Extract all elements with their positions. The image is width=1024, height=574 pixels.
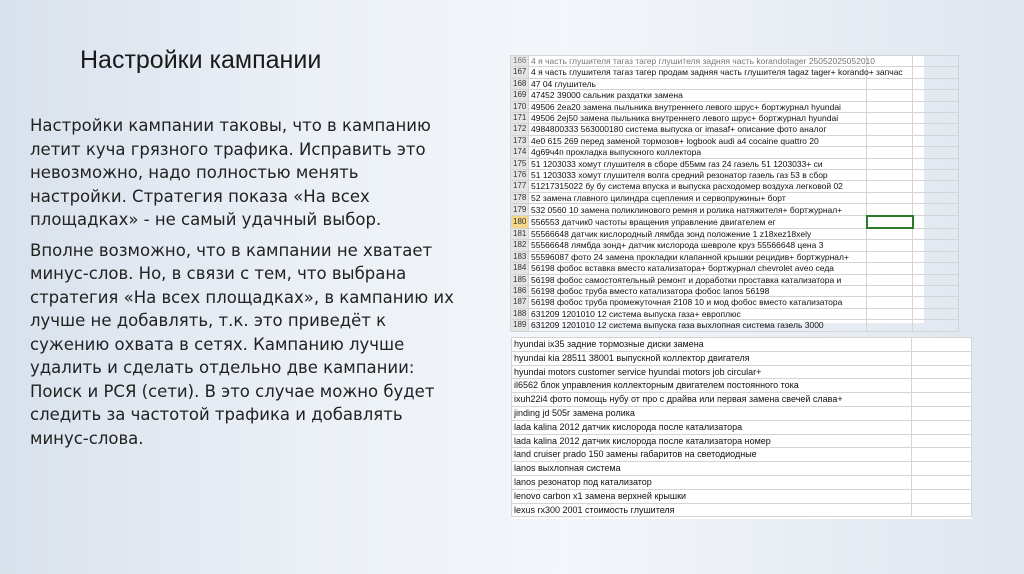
- empty-cell: [867, 286, 913, 297]
- keyword-cell: 532 0560 10 замена поликлинового ремня и ролика натяжителя+ бортжурнал+: [529, 204, 867, 216]
- paragraph-1: Настройки кампании таковы, что в кампанию летит куча грязного трафика. Исправить это невозможно, надо полностью менять настройки. Стратегия показа «На всех площадках» - не самый удачный выбор.: [30, 116, 431, 229]
- empty-cell: [913, 78, 959, 89]
- table-row: [511, 274, 959, 285]
- empty-cell: [912, 434, 972, 448]
- keyword-cell: lanos резонатор под катализатор: [512, 475, 912, 489]
- empty-cell: [867, 216, 913, 228]
- table-row: [511, 170, 959, 181]
- keyword-cell: 4е0 615 269 перед заменой тормозов+ logbook audi а4 cocaine quattro 20: [529, 135, 867, 146]
- empty-cell: [912, 379, 972, 393]
- empty-cell: [867, 274, 913, 285]
- keyword-cell: 56198 фобос самостоятельный ремонт и доработки проставка катализатора и: [529, 274, 867, 285]
- empty-cell: [912, 406, 972, 420]
- table-row: [512, 393, 972, 407]
- table-row: [511, 251, 959, 262]
- row-number: 185: [511, 274, 529, 285]
- keyword-cell: 631209 1201010 12 система выпуска газа+ европлюс: [529, 308, 867, 319]
- keyword-cell: 55566648 лямбда зонд+ датчик кислорода шевроле круз 55566648 цена 3: [529, 240, 867, 251]
- table-row: [511, 78, 959, 89]
- keyword-cell: 55566648 датчик кислородный лямбда зонд положение 1 z18xez18xely: [529, 228, 867, 240]
- keyword-cell: lexus rx300 2001 стоимость глушителя: [512, 503, 912, 517]
- row-number: 181: [511, 228, 529, 240]
- empty-cell: [913, 297, 959, 308]
- empty-cell: [913, 67, 959, 78]
- row-number: 178: [511, 192, 529, 203]
- keyword-cell: lada kalina 2012 датчик кислорода после катализатора: [512, 420, 912, 434]
- row-number: 187: [511, 297, 529, 308]
- empty-cell: [913, 216, 959, 228]
- row-number: 174: [511, 147, 529, 158]
- empty-cell: [913, 308, 959, 319]
- table-row: [512, 406, 972, 420]
- row-number: 167: [511, 67, 529, 78]
- empty-cell: [867, 135, 913, 146]
- row-number: 177: [511, 181, 529, 192]
- empty-cell: [867, 147, 913, 158]
- empty-cell: [867, 90, 913, 101]
- empty-cell: [913, 251, 959, 262]
- table-row: [511, 67, 959, 78]
- table-row: [511, 101, 959, 112]
- empty-cell: [867, 124, 913, 135]
- row-number: 182: [511, 240, 529, 251]
- slide-body: [30, 114, 460, 457]
- table-row: [512, 503, 972, 517]
- row-number: 175: [511, 158, 529, 169]
- keyword-cell: 4g69ч4п прокладка выпускного коллектора: [529, 147, 867, 158]
- empty-cell: [913, 263, 959, 274]
- keyword-cell: il6562 блок управления коллекторным двигателем постоянного тока: [512, 379, 912, 393]
- keyword-cell: 631209 1201010 12 система выпуска газа выхлопная система газель 3000: [529, 320, 867, 331]
- keyword-cell: 556553 датчик0 частоты вращения управление двигателем ег: [529, 216, 867, 228]
- row-number: 179: [511, 204, 529, 216]
- empty-cell: [913, 228, 959, 240]
- empty-cell: [913, 286, 959, 297]
- table-row: [511, 216, 959, 228]
- keyword-cell: 4 я часть глушителя тагаз тагер продам задняя часть глушителя tagaz tager+ korando+ запчас: [529, 67, 867, 78]
- empty-cell: [912, 420, 972, 434]
- row-number: 188: [511, 308, 529, 319]
- table-row: [511, 240, 959, 251]
- keyword-cell: 56198 фобос труба вместо катализатора фобос lanos 56198: [529, 286, 867, 297]
- spreadsheet-2-table: [511, 337, 972, 517]
- empty-cell: [867, 101, 913, 112]
- keyword-cell: 51 1203033 хомут глушителя волга средний резонатор газель газ 53 в сбор: [529, 170, 867, 181]
- table-row: [512, 448, 972, 462]
- keyword-cell: 49506 2еj50 замена пыльника внутреннего левого шрус+ бортжурнал hyundai: [529, 113, 867, 124]
- table-row: [511, 158, 959, 169]
- table-row: [511, 320, 959, 331]
- keyword-cell: 47452 39000 сальник раздатки замена: [529, 90, 867, 101]
- row-number: 166: [511, 56, 529, 67]
- empty-cell: [867, 204, 913, 216]
- row-number: 176: [511, 170, 529, 181]
- empty-cell: [913, 274, 959, 285]
- table-row: [511, 192, 959, 203]
- table-row: [511, 228, 959, 240]
- empty-cell: [912, 503, 972, 517]
- table-row: [511, 113, 959, 124]
- empty-cell: [912, 393, 972, 407]
- table-row: [511, 147, 959, 158]
- empty-cell: [913, 181, 959, 192]
- keyword-cell: 52 замена главного цилиндра сцепления и сервопружины+ борт: [529, 192, 867, 203]
- keyword-cell: land cruiser prado 150 замены габаритов на светодиодные: [512, 448, 912, 462]
- table-row: [511, 56, 959, 67]
- row-number: 169: [511, 90, 529, 101]
- row-number: 184: [511, 263, 529, 274]
- empty-cell: [913, 135, 959, 146]
- empty-cell: [912, 489, 972, 503]
- empty-cell: [913, 90, 959, 101]
- keyword-cell: 51217315022 бу бу система впуска и выпуска расходомер воздуха легковой 02: [529, 181, 867, 192]
- keyword-cell: 4 я часть глушителя тагаз тагер глушителя задняя часть korandotager 25052025052010: [529, 56, 867, 67]
- keyword-cell: ixuh22i4 фото помощь нубу от про с драйва или первая замена свечей слава+: [512, 393, 912, 407]
- keyword-cell: 51 1203033 хомут глушителя в сборе d55мм газ 24 газель 51 1203033+ си: [529, 158, 867, 169]
- table-row: [512, 338, 972, 352]
- keyword-cell: 49506 2еа20 замена пыльника внутреннего левого шрус+ бортжурнал hyundai: [529, 101, 867, 112]
- empty-cell: [912, 338, 972, 352]
- table-row: [511, 135, 959, 146]
- table-row: [512, 379, 972, 393]
- empty-cell: [867, 181, 913, 192]
- table-row: [511, 263, 959, 274]
- spreadsheet-1-table: [510, 55, 959, 332]
- table-row: [512, 365, 972, 379]
- row-number: 172: [511, 124, 529, 135]
- empty-cell: [912, 475, 972, 489]
- empty-cell: [867, 263, 913, 274]
- table-row: [512, 475, 972, 489]
- table-row: [512, 462, 972, 476]
- table-row: [511, 124, 959, 135]
- slide-title: Настройки кампании: [80, 46, 322, 74]
- empty-cell: [867, 228, 913, 240]
- empty-cell: [913, 113, 959, 124]
- empty-cell: [913, 147, 959, 158]
- empty-cell: [912, 351, 972, 365]
- empty-cell: [867, 78, 913, 89]
- keyword-cell: jinding jd 505г замена ролика: [512, 406, 912, 420]
- empty-cell: [912, 462, 972, 476]
- keyword-spreadsheet-2: [511, 337, 972, 519]
- empty-cell: [913, 320, 959, 331]
- empty-cell: [913, 56, 959, 67]
- row-number: 189: [511, 320, 529, 331]
- empty-cell: [867, 240, 913, 251]
- table-row: [511, 297, 959, 308]
- keyword-cell: 56198 фобос вставка вместо катализатора+ бортжурнал chevrolet aveo седа: [529, 263, 867, 274]
- row-number: 186: [511, 286, 529, 297]
- table-row: [512, 434, 972, 448]
- empty-cell: [913, 192, 959, 203]
- empty-cell: [912, 365, 972, 379]
- keyword-cell: hyundai motors customer service hyundai motors job circular+: [512, 365, 912, 379]
- empty-cell: [867, 158, 913, 169]
- empty-cell: [912, 448, 972, 462]
- table-row: [511, 308, 959, 319]
- row-number: 171: [511, 113, 529, 124]
- keyword-cell: lanos выхлопная система: [512, 462, 912, 476]
- keyword-cell: 4984800333 563000180 система выпуска ог imasaf+ описание фото аналог: [529, 124, 867, 135]
- keyword-cell: 55596087 фото 24 замена прокладки клапанной крышки рецидив+ бортжурнал+: [529, 251, 867, 262]
- empty-cell: [867, 170, 913, 181]
- keyword-cell: hyundai ix35 задние тормозные диски замена: [512, 338, 912, 352]
- table-row: [511, 181, 959, 192]
- empty-cell: [867, 320, 913, 331]
- keyword-cell: 56198 фобос труба промежуточная 2108 10 и мод фобос вместо катализатора: [529, 297, 867, 308]
- empty-cell: [913, 204, 959, 216]
- empty-cell: [867, 113, 913, 124]
- row-number: 173: [511, 135, 529, 146]
- empty-cell: [913, 101, 959, 112]
- paragraph-2: Вполне возможно, что в кампании не хватает минус-слов. Но, в связи с тем, что выбрана стратегия «На всех площадках», в кампанию их лучше не добавлять, т.к. это приведёт к сужению охвата в сетях. Кампанию лучше удалить и сделать отдельно две кампании: Поиск и РСЯ (сети). В это случае можно будет следить за частотой трафика и добавлять минус-слова.: [30, 240, 454, 448]
- keyword-spreadsheet-1: [510, 55, 924, 331]
- empty-cell: [867, 297, 913, 308]
- keyword-cell: lenovo carbon x1 замена верхней крышки: [512, 489, 912, 503]
- keyword-cell: 47 04 глушитель: [529, 78, 867, 89]
- row-number: 170: [511, 101, 529, 112]
- table-row: [511, 90, 959, 101]
- empty-cell: [913, 240, 959, 251]
- empty-cell: [913, 124, 959, 135]
- table-row: [512, 351, 972, 365]
- empty-cell: [867, 251, 913, 262]
- keyword-cell: hyundai kia 28511 38001 выпускной коллектор двигателя: [512, 351, 912, 365]
- row-number: 183: [511, 251, 529, 262]
- table-row: [512, 420, 972, 434]
- table-row: [511, 286, 959, 297]
- empty-cell: [867, 308, 913, 319]
- row-number: 168: [511, 78, 529, 89]
- empty-cell: [913, 158, 959, 169]
- keyword-cell: lada kalina 2012 датчик кислорода после катализатора номер: [512, 434, 912, 448]
- table-row: [512, 489, 972, 503]
- empty-cell: [913, 170, 959, 181]
- empty-cell: [867, 192, 913, 203]
- table-row: [511, 204, 959, 216]
- row-number: 180: [511, 216, 529, 228]
